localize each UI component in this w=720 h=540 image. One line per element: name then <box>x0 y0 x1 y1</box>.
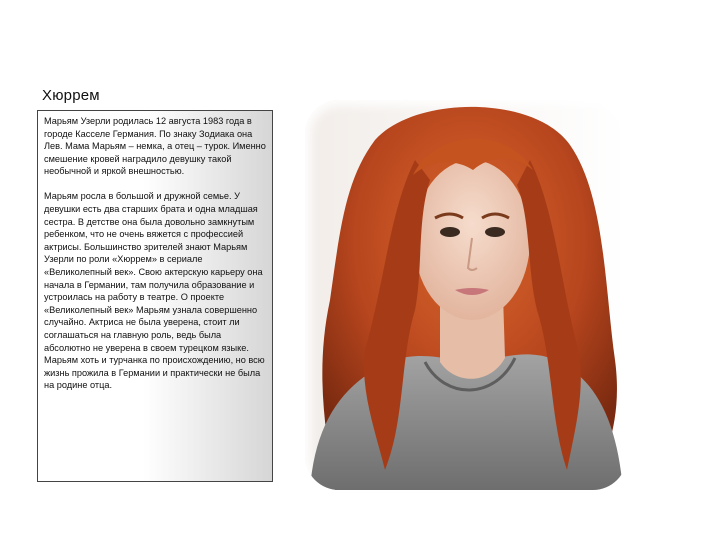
biography-paragraph-1: Марьям Узерли родилась 12 августа 1983 года в городе Касселе Германия. По знаку Зодиака она Лев. Мама Марьям – немка, а отец – турок. Именно смешение кровей наградило девушку такой необычной и яркой внешностью. <box>44 116 266 177</box>
biography-paragraph-2: Марьям росла в большой и дружной семье. У девушки есть два старших брата и одна младшая сестра. В детстве она была довольно замкнутым ребенком, что не очень вяжется с профессией актрисы. Большинство зрителей знают Марьям Узерли по роли «Хюррем» в сериале «Великолепный век». Свою актерскую карьеру она начала в Германии, там получила образование и устроилась на работу в театре. О проекте «Великолепный век» Марьям узнала совершенно случайно. Актриса не была уверена, стоит ли соглашаться на главную роль, ведь была абсолютно не уверена в своем турецком языке. Марьям хоть и турчанка по происхождению, но всю жизнь прожила в Германии и практически не была на родине отца. <box>44 191 265 391</box>
slide-title: Хюррем <box>42 87 100 104</box>
portrait-photo <box>305 100 627 490</box>
right-eye <box>485 227 505 237</box>
biography-text-box <box>37 110 273 482</box>
left-eye <box>440 227 460 237</box>
portrait-illustration <box>305 100 627 490</box>
